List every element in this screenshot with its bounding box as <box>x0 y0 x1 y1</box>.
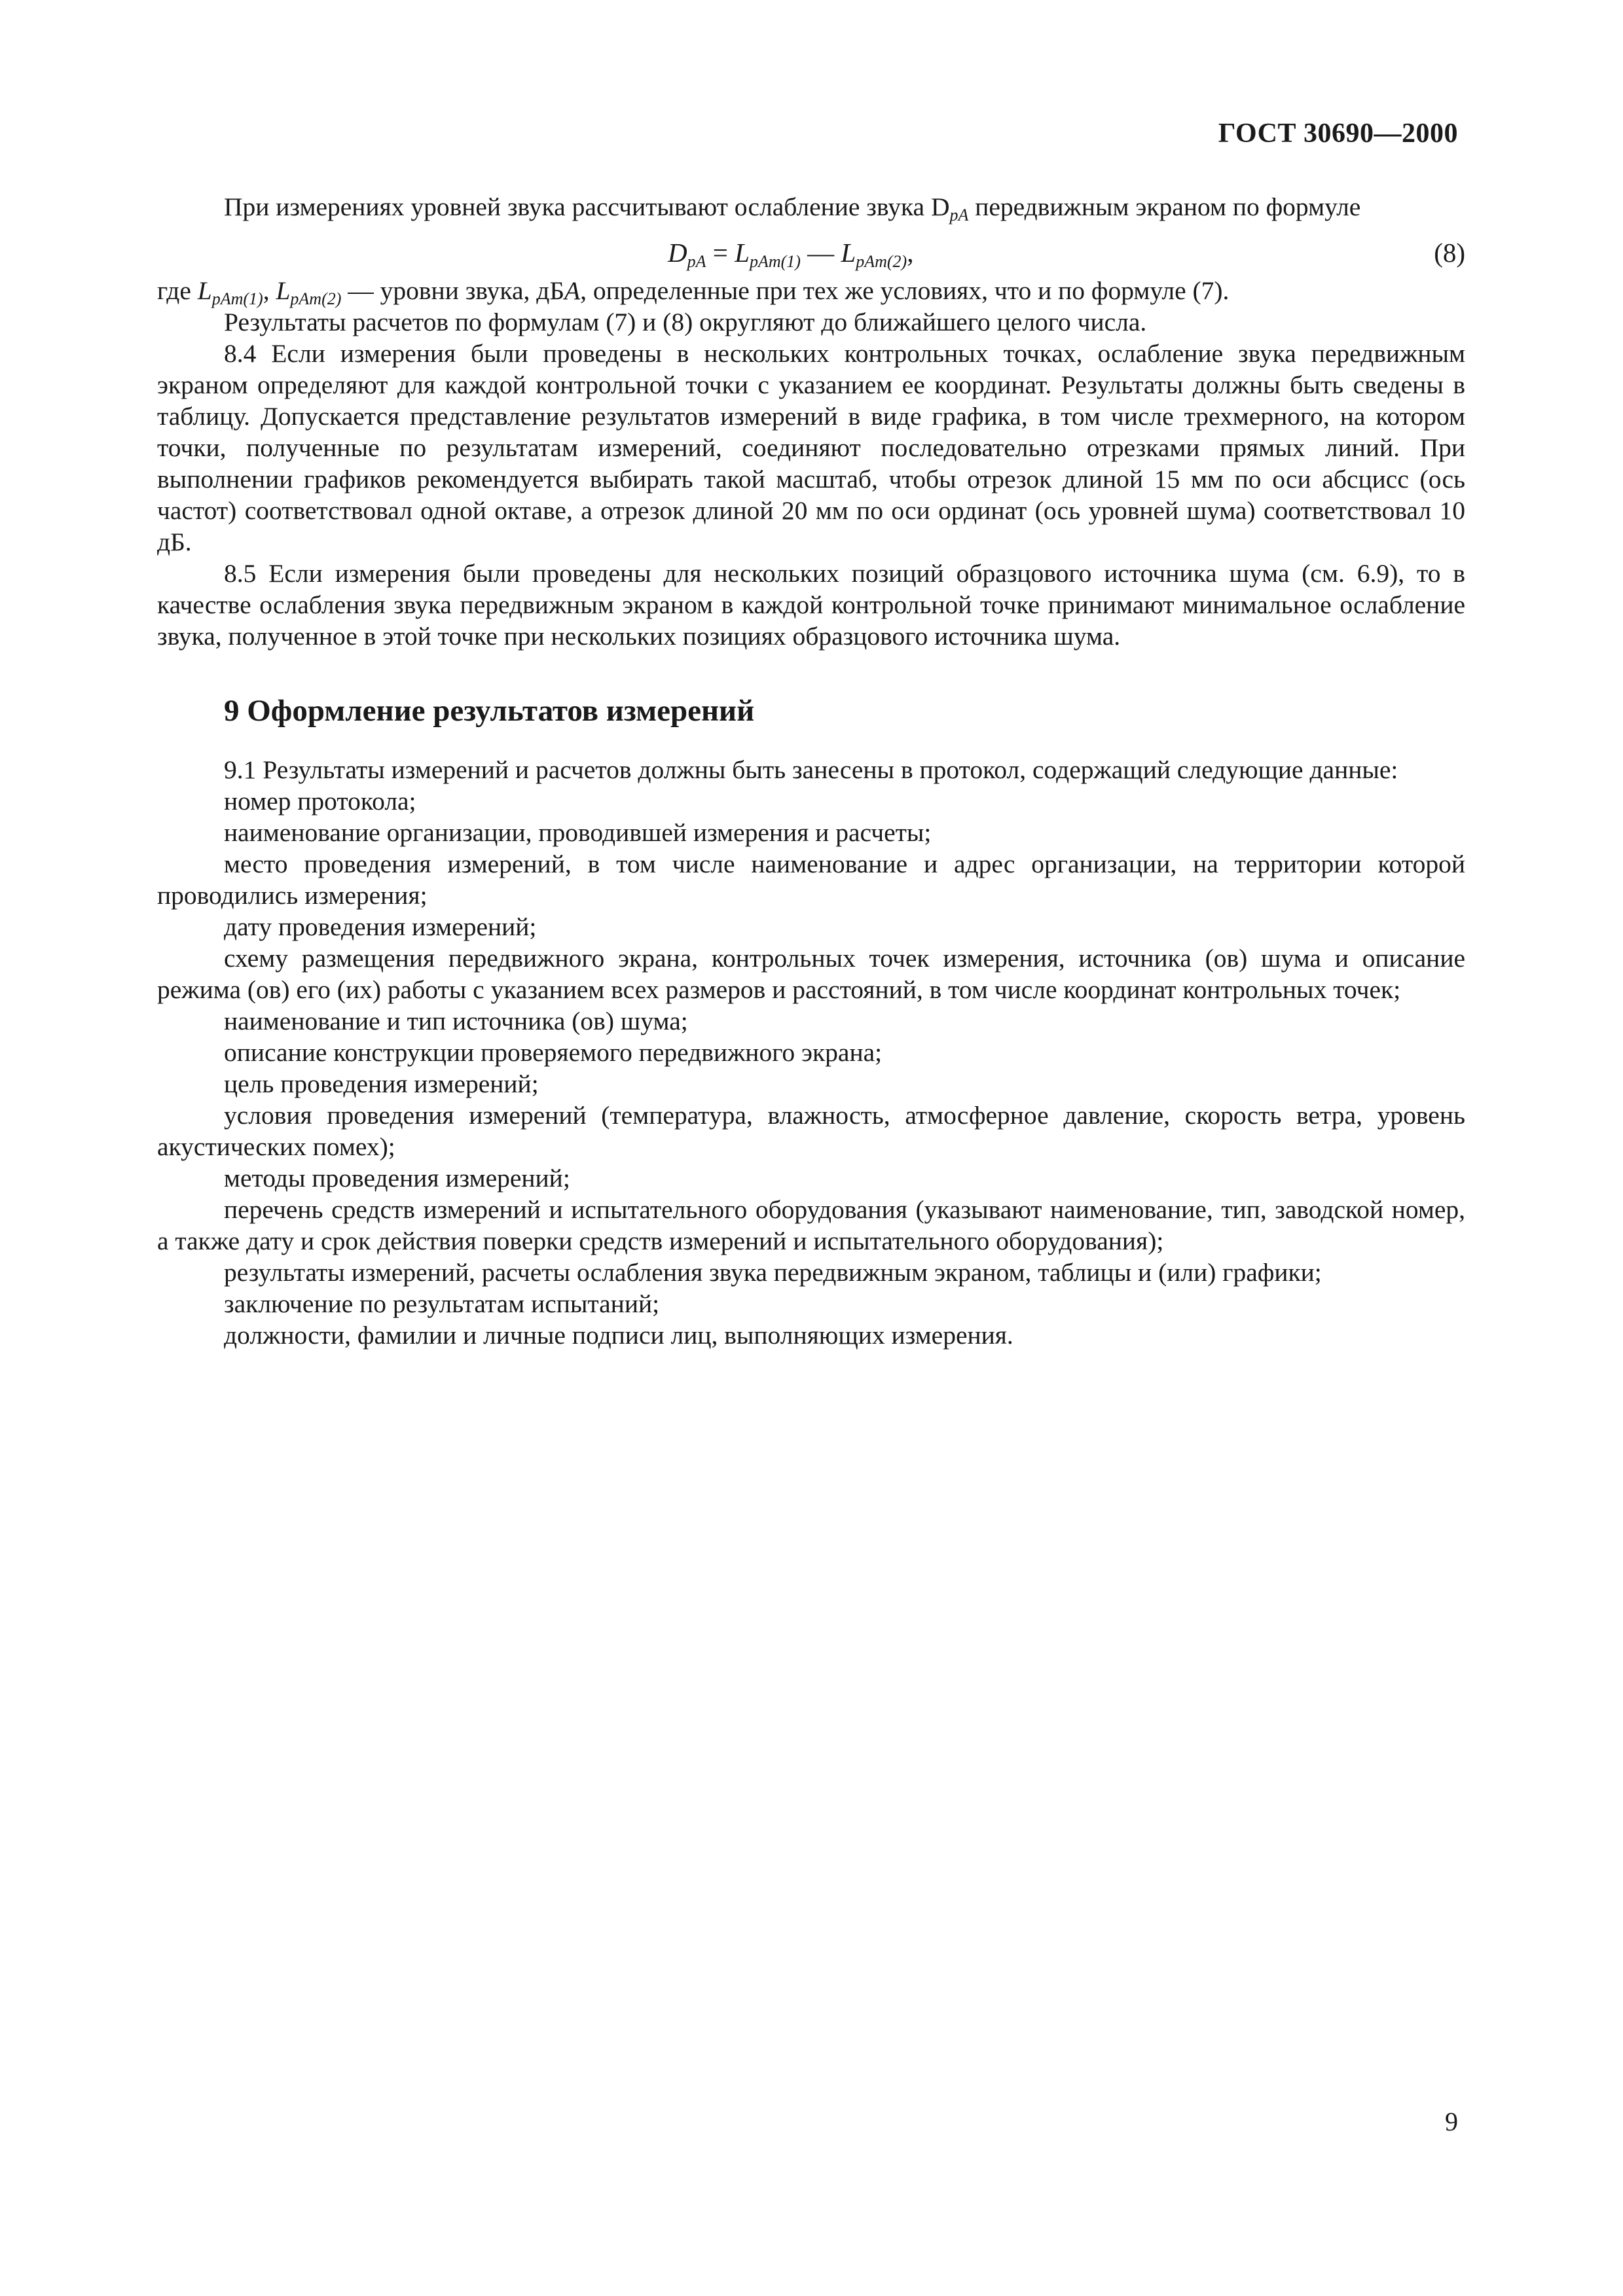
list-item: описание конструкции проверяемого передвижного экрана; <box>224 1038 883 1067</box>
paragraph-9-1: 9.1 Результаты измерений и расчетов должны быть занесены в протокол, содержащий следующие данные: <box>224 755 1398 784</box>
page-number: 9 <box>1445 2107 1458 2136</box>
standard-code-header: ГОСТ 30690—2000 <box>1218 118 1458 149</box>
list-item: номер протокола; <box>224 787 416 816</box>
list-item: перечень средств измерений и испытательного оборудования (указывают наименование, тип, заводской номер, а также дату и срок действия поверки средств измерений и испытательного оборудования); <box>157 1195 1465 1255</box>
paragraph-rounding: Результаты расчетов по формулам (7) и (8) округляют до ближайшего целого числа. <box>224 308 1147 336</box>
list-item: схему размещения передвижного экрана, контрольных точек измерения, источника (ов) шума и описание режима (ов) его (их) работы с указанием всех размеров и расстояний, в том числе координат контрольных точек; <box>157 944 1465 1004</box>
list-item: условия проведения измерений (температура, влажность, атмосферное давление, скорость ветра, уровень акустических помех); <box>157 1101 1465 1161</box>
section-9-heading: 9 Оформление результатов измерений <box>224 694 755 728</box>
formula-number: (8) <box>1434 238 1465 268</box>
list-item: цель проведения измерений; <box>224 1069 539 1098</box>
paragraph-attenuation-intro: При измерениях уровней звука рассчитывают ослабление звука $D_{pA}$ передвижным экраном по формуле <box>224 192 1361 224</box>
list-item: место проведения измерений, в том числе наименование и адрес организации, на территории которой проводились измерения; <box>157 850 1465 910</box>
paragraph-8-4: 8.4 Если измерения были проведены в нескольких контрольных точках, ослабление звука передвижным экраном определяют для каждой контрольной точки с указанием ее координат. Результаты должны быть сведены в таблицу. Допускается представление результатов измерений в виде графика, в том числе трехмерного, на котором точки, полученные по результатам измерений, соединяют последовательно отрезками прямых линий. При выполнении графиков рекомендуется выбирать такой масштаб, чтобы отрезок длиной 15 мм по оси абсцисс (ось частот) соответствовал одной октаве, а отрезок длиной 20 мм по оси ординат (ось уровней шума) соответствовал 10 дБ. <box>157 339 1465 556</box>
list-item: должности, фамилии и личные подписи лиц, выполняющих измерения. <box>224 1321 1013 1350</box>
list-item: заключение по результатам испытаний; <box>224 1289 660 1318</box>
list-item: методы проведения измерений; <box>224 1164 570 1193</box>
formula-where-clause: где $L_{pAm(1)}$, $L_{pAm(2)}$ — уровни звука, дБA, определенные при тех же условиях, что и по формуле (7). <box>157 276 1230 308</box>
formula-expression: $D_{pA} = L_{pAm(1)}$ — $L_{pAm(2)}$, <box>668 238 914 271</box>
list-item: результаты измерений, расчеты ослабления звука передвижным экраном, таблицы и (или) графики; <box>224 1258 1322 1287</box>
formula-8 <box>157 223 1465 275</box>
list-item: дату проведения измерений; <box>224 912 537 941</box>
paragraph-8-5: 8.5 Если измерения были проведены для нескольких позиций образцового источника шума (см. 6.9), то в качестве ослабления звука передвижным экраном в каждой контрольной точке принимают минимальное ослабление звука, полученное в этой точке при нескольких позициях образцового источника шума. <box>157 559 1465 651</box>
body-text <box>157 191 1465 1351</box>
list-item: наименование и тип источника (ов) шума; <box>224 1007 688 1035</box>
list-item: наименование организации, проводившей измерения и расчеты; <box>224 818 932 847</box>
